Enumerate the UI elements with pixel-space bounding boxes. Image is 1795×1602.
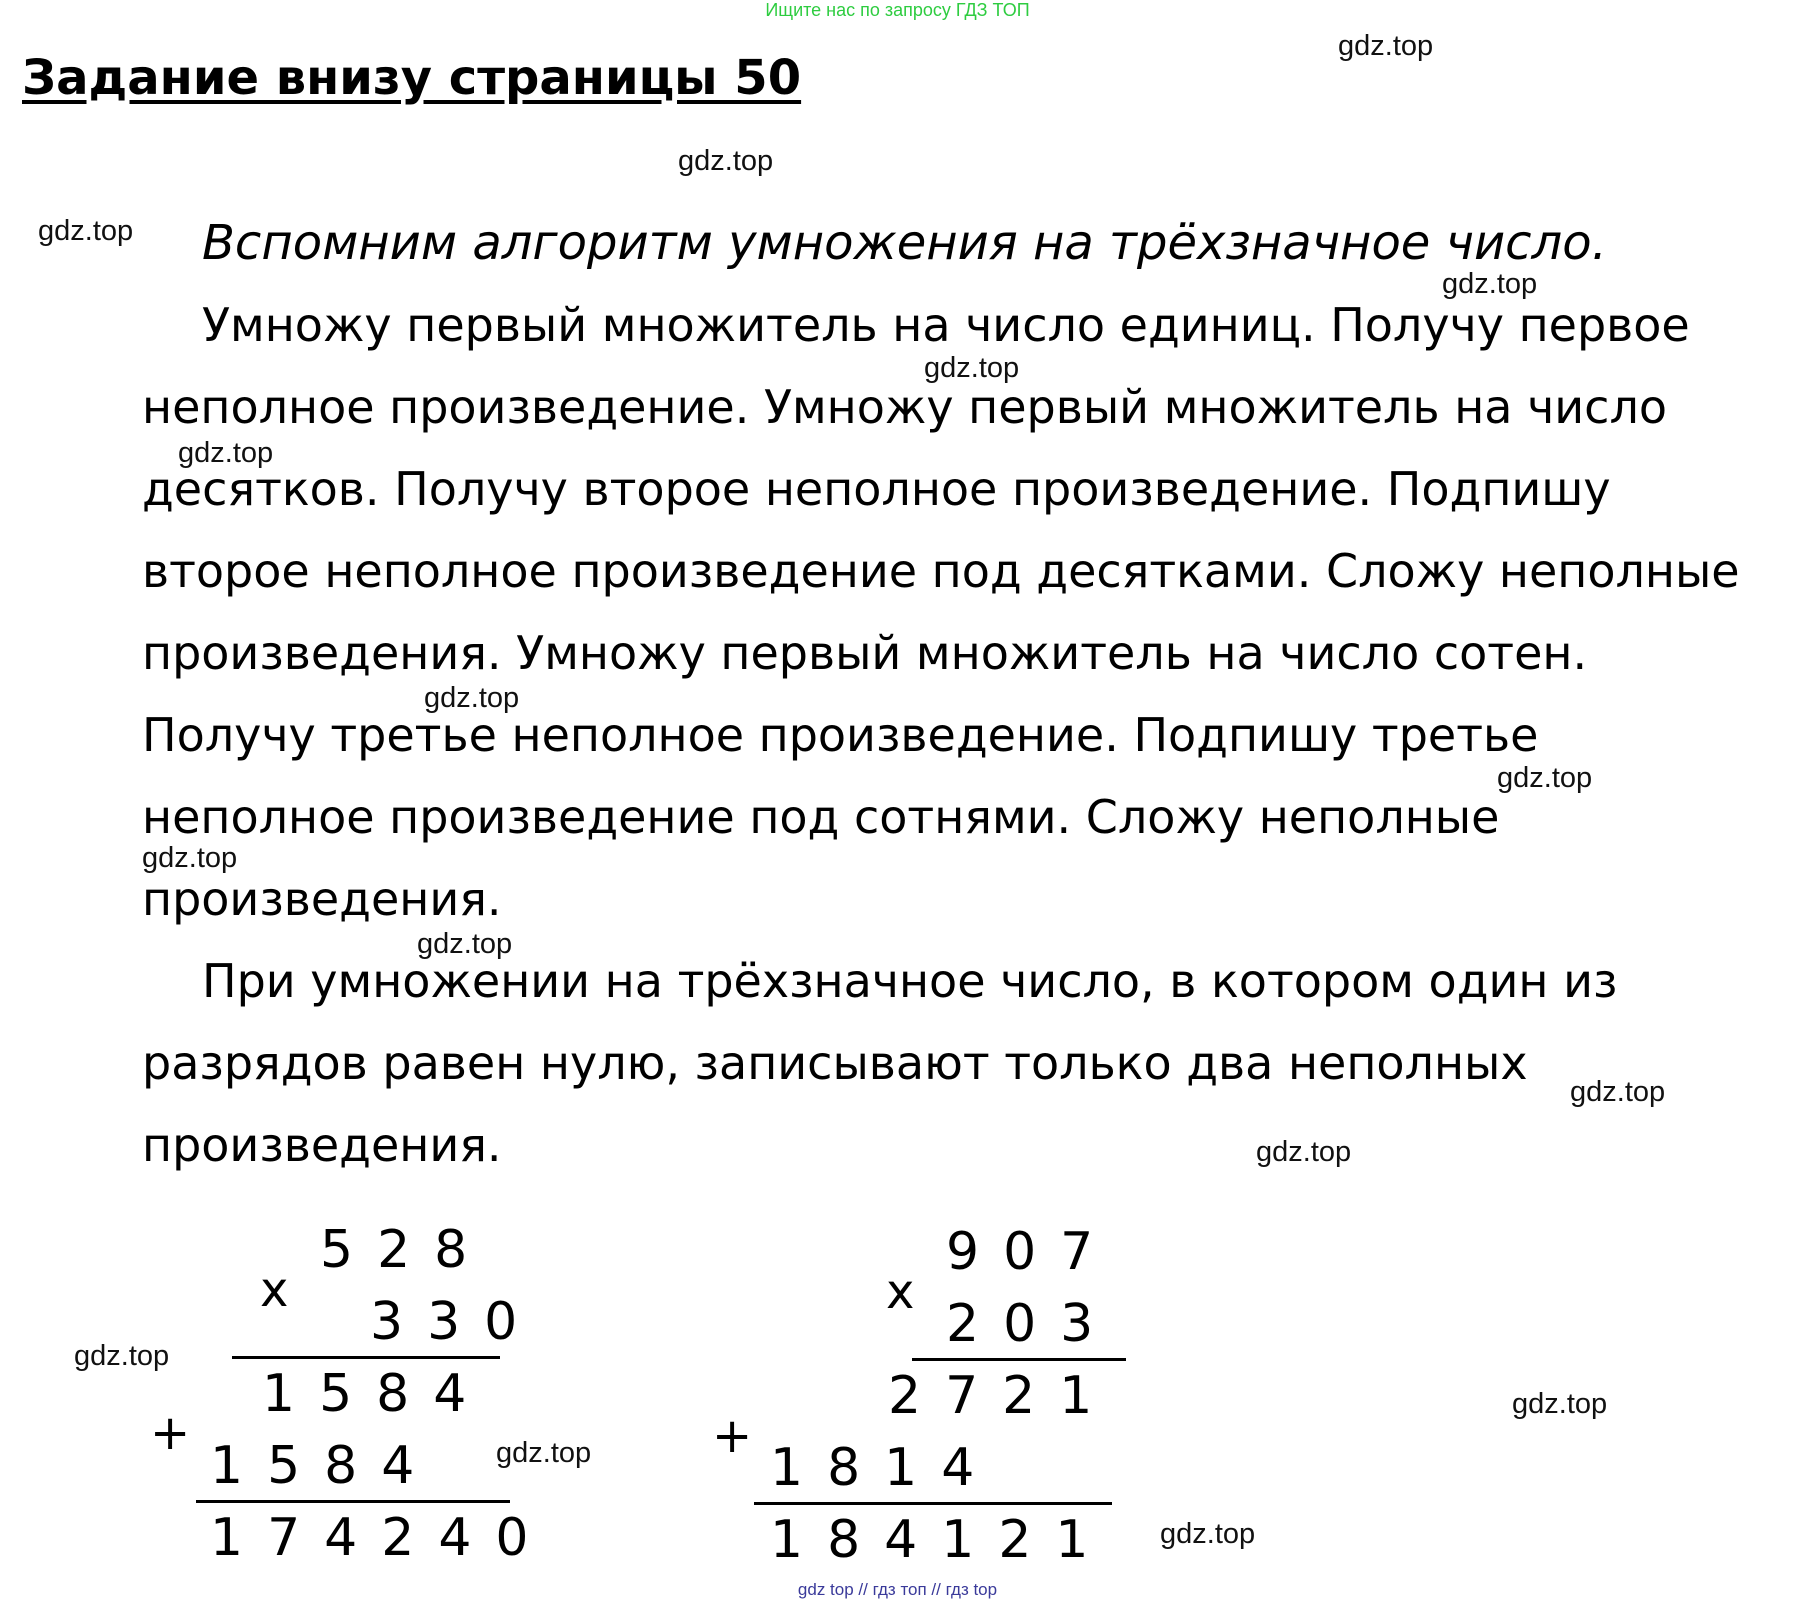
watermark: gdz.top (417, 928, 513, 960)
paragraph1-line: десятков. Получу второе неполное произведение. Подпишу (142, 462, 1611, 516)
paragraph1-line: произведения. (142, 872, 502, 926)
divider-line (196, 1500, 510, 1503)
factor2: 203 (946, 1294, 1118, 1354)
multiply-sign: x (886, 1264, 915, 1320)
paragraph1-line: Получу третье неполное произведение. Подпишу третье (142, 708, 1539, 762)
paragraph1-line: неполное произведение. Умножу первый множитель на число (142, 380, 1667, 434)
paragraph2-line: разрядов равен нулю, записывают только два неполных (142, 1036, 1528, 1090)
factor1: 907 (946, 1222, 1118, 1282)
divider-line (754, 1502, 1112, 1505)
watermark: gdz.top (924, 352, 1020, 384)
watermark: gdz.top (1570, 1076, 1666, 1108)
partial-product-1: 1584 (262, 1364, 491, 1424)
watermark: gdz.top (1442, 268, 1538, 300)
watermark: gdz.top (74, 1340, 170, 1372)
plus-sign: + (150, 1405, 191, 1461)
watermark: gdz.top (1512, 1388, 1608, 1420)
page-title: Задание внизу страницы 50 (22, 50, 802, 106)
paragraph1-line: произведения. Умножу первый множитель на число сотен. (142, 626, 1588, 680)
plus-sign: + (712, 1408, 753, 1464)
watermark: gdz.top (1497, 762, 1593, 794)
footer-watermark: gdz top // гдз топ // гдз top (797, 1580, 998, 1599)
paragraph1-line: Умножу первый множитель на число единиц. Получу первое (202, 298, 1690, 352)
watermark: gdz.top (178, 437, 274, 469)
paragraph2-line: произведения. (142, 1118, 502, 1172)
paragraph1-line: второе неполное произведение под десятками. Сложу неполные (142, 544, 1740, 598)
top-banner: Ищите нас по запросу ГДЗ ТОП (765, 0, 1030, 20)
watermark: gdz.top (142, 842, 238, 874)
watermark: gdz.top (1160, 1518, 1256, 1550)
result: 174240 (210, 1508, 553, 1568)
multiply-sign: x (260, 1262, 289, 1318)
divider-line (912, 1358, 1126, 1361)
paragraph1-line: неполное произведение под сотнями. Сложу неполные (142, 790, 1500, 844)
divider-line (232, 1356, 500, 1359)
partial-product-2: 1584 (210, 1436, 439, 1496)
watermark: gdz.top (424, 682, 520, 714)
factor2: 330 (370, 1292, 542, 1352)
watermark: gdz.top (38, 215, 134, 247)
paragraph2-line: При умножении на трёхзначное число, в котором один из (202, 954, 1618, 1008)
result: 184121 (770, 1510, 1113, 1570)
watermark: gdz.top (678, 145, 774, 177)
partial-product-2: 1814 (770, 1438, 999, 1498)
watermark: gdz.top (1256, 1136, 1352, 1168)
partial-product-1: 2721 (888, 1366, 1117, 1426)
watermark: gdz.top (1338, 30, 1434, 62)
watermark: gdz.top (496, 1437, 592, 1469)
factor1: 528 (320, 1220, 492, 1280)
section-subtitle: Вспомним алгоритм умножения на трёхзначное число. (202, 215, 1607, 271)
